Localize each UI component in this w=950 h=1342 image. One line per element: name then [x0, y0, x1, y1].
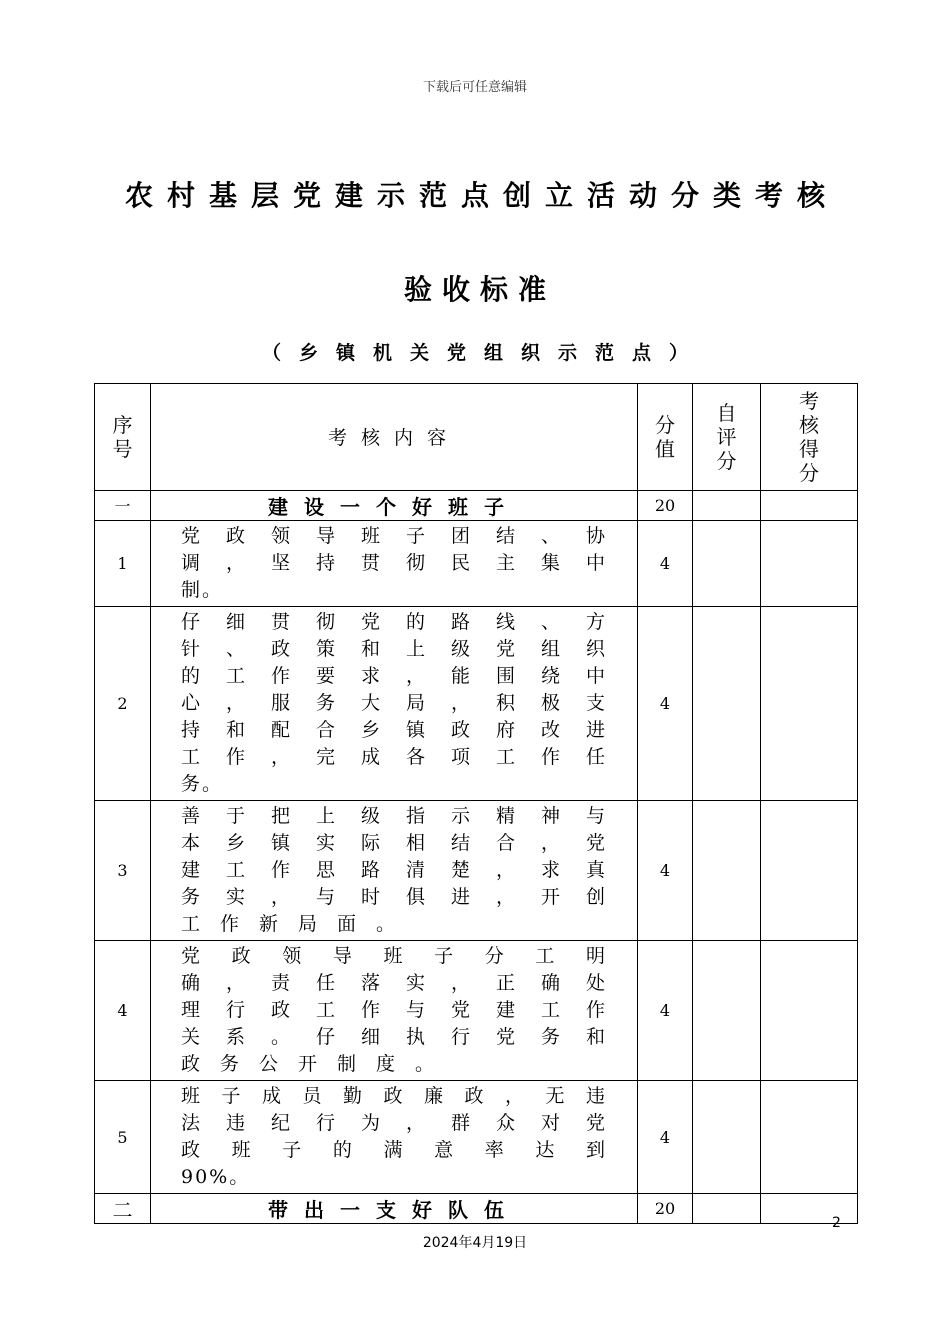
item-seq: 4 [95, 941, 151, 1081]
item-score: 4 [638, 941, 693, 1081]
self-eval-cell[interactable] [693, 801, 761, 941]
header-seq: 序号 [95, 384, 151, 491]
section-title: 建设一个好班子 [151, 491, 638, 521]
table-row [95, 521, 858, 607]
table-row [95, 1081, 858, 1194]
item-content: 党政领导班子分工明 确，责任落实，正确处 理行政工作与党建工作 关系。仔细执行党务和 政务公开制度。 [151, 941, 638, 1081]
self-eval-cell[interactable] [693, 491, 761, 521]
self-eval-cell[interactable] [693, 941, 761, 1081]
item-score: 4 [638, 521, 693, 607]
table-row [95, 941, 858, 1081]
item-seq: 3 [95, 801, 151, 941]
item-seq: 2 [95, 607, 151, 801]
self-eval-cell[interactable] [693, 607, 761, 801]
header-self-eval: 自评分 [693, 384, 761, 491]
header-note: 下载后可任意编辑 [422, 80, 527, 95]
document-title-line2: 验收标准 [403, 273, 556, 306]
footer-date: 2024年4月19日 [422, 1235, 528, 1251]
header-assess: 考核得分 [761, 384, 858, 491]
assess-cell[interactable] [761, 941, 858, 1081]
header-content: 考核内容 [151, 384, 638, 491]
item-content: 班子成员勤政廉政，无违 法违纪行为，群众对党 政班子的满意率达到 90%。 [151, 1081, 638, 1194]
item-score: 4 [638, 1081, 693, 1194]
assess-cell[interactable] [761, 1194, 858, 1224]
assess-cell[interactable] [761, 491, 858, 521]
item-score: 4 [638, 801, 693, 941]
item-seq: 5 [95, 1081, 151, 1194]
item-score: 4 [638, 607, 693, 801]
table-row [95, 607, 858, 801]
assess-cell[interactable] [761, 521, 858, 607]
item-content: 善于把上级指示精神与 本乡镇实际相结合，党 建工作思路清楚，求真 务实，与时俱进，开创 工作新局面。 [151, 801, 638, 941]
assessment-table [94, 383, 858, 1224]
item-content: 党政领导班子团结、协 调，坚持贯彻民主集中 制。 [151, 521, 638, 607]
item-seq: 1 [95, 521, 151, 607]
table-header-row [95, 384, 858, 491]
assess-cell[interactable] [761, 801, 858, 941]
section-score: 20 [638, 1194, 693, 1224]
self-eval-cell[interactable] [693, 1194, 761, 1224]
section-score: 20 [638, 491, 693, 521]
table-row [95, 801, 858, 941]
section-seq: 二 [95, 1194, 151, 1224]
header-score: 分值 [638, 384, 693, 491]
section-seq: 一 [95, 491, 151, 521]
section-title: 带出一支好队伍 [151, 1194, 638, 1224]
self-eval-cell[interactable] [693, 521, 761, 607]
assess-cell[interactable] [761, 1081, 858, 1194]
assess-cell[interactable] [761, 607, 858, 801]
section-row [95, 491, 858, 521]
section-row [95, 1194, 858, 1224]
document-title-line1: 农村基层党建示范点创立活动分类考核 [124, 179, 839, 212]
item-content: 仔细贯彻党的路线、方 针、政策和上级党组织 的工作要求，能围绕中 心，服务大局，积极支 持和配合乡镇政府改进 工作，完成各项工作任 务。 [151, 607, 638, 801]
document-subtitle: （乡镇机关党组织示范点） [261, 342, 706, 364]
self-eval-cell[interactable] [693, 1081, 761, 1194]
page-number: 2 [832, 1215, 841, 1231]
